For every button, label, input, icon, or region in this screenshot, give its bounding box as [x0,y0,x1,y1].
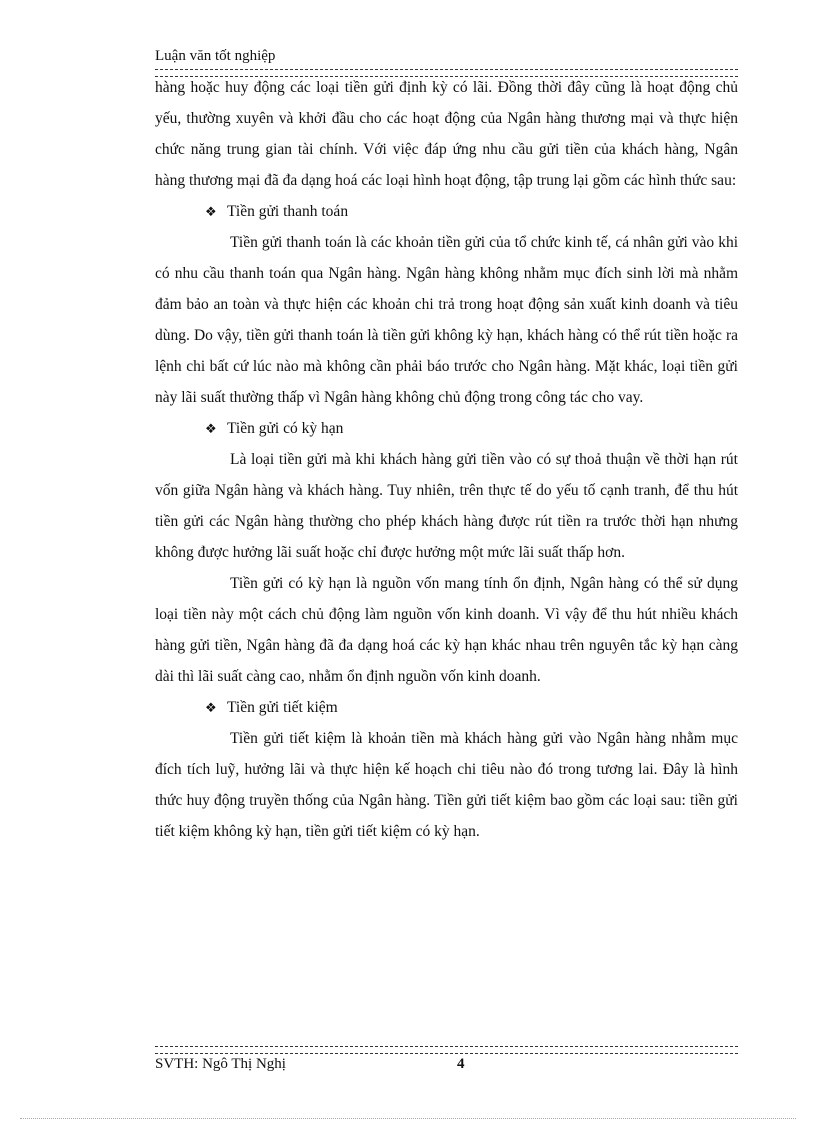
paragraph: Tiền gửi tiết kiệm là khoản tiền mà khách hàng gửi vào Ngân hàng nhằm mục đích tích luỹ, hưởng lãi và thực hiện kế hoạch chi tiêu nào đó trong tương lai. Đây là hình thức huy động truyền thống của Ngân hàng. Tiền gửi tiết kiệm bao gồm các loại sau: tiền gửi tiết kiệm không kỳ hạn, tiền gửi tiết kiệm có kỳ hạn. [155,730,738,840]
diamond-bullet-icon: ❖ [205,421,217,436]
paragraph: Là loại tiền gửi mà khi khách hàng gửi tiền vào có sự thoả thuận về thời hạn rút vốn giữa Ngân hàng và khách hàng. Tuy nhiên, trên thực tế do yếu tố cạnh tranh, để thu hút tiền gửi các Ngân hàng thường cho phép khách hàng được rút tiền ra trước thời hạn nhưng không được hưởng lãi suất hoặc chỉ được hưởng một mức lãi suất thấp hơn. [155,451,738,561]
paragraph: Tiền gửi thanh toán là các khoản tiền gửi của tổ chức kinh tế, cá nhân gửi vào khi có nhu cầu thanh toán qua Ngân hàng. Ngân hàng không nhằm mục đích sinh lời mà nhằm đảm bảo an toàn và thực hiện các khoản chi trả trong hoạt động sản xuất kinh doanh và tiêu dùng. Do vậy, tiền gửi thanh toán là tiền gửi không kỳ hạn, khách hàng có thể rút tiền hoặc ra lệnh chi bất cứ lúc nào mà không cần phải báo trước cho Ngân hàng. Mặt khác, loại tiền gửi này lãi suất thường thấp vì Ngân hàng không chủ động trong công tác cho vay. [155,234,738,406]
heading-text: Tiền gửi tiết kiệm [227,699,338,716]
heading-text: Tiền gửi thanh toán [227,203,349,220]
page-number: 4 [457,1056,465,1072]
document-body [155,72,738,847]
section-heading-payment-deposit [155,196,738,227]
diamond-bullet-icon: ❖ [205,700,217,715]
running-header: Luận văn tốt nghiệp [155,48,276,64]
paragraph: Tiền gửi có kỳ hạn là nguồn vốn mang tính ổn định, Ngân hàng có thể sử dụng loại tiền này một cách chủ động làm nguồn vốn kinh doanh. Vì vậy để thu hút nhiều khách hàng gửi tiền, Ngân hàng đã đa dạng hoá các kỳ hạn khác nhau trên nguyên tắc kỳ hạn càng dài thì lãi suất càng cao, nhằm ổn định nguồn vốn kinh doanh. [155,575,738,685]
footer-divider [155,1046,738,1054]
diamond-bullet-icon: ❖ [205,204,217,219]
section-heading-savings-deposit [155,692,738,723]
heading-text: Tiền gửi có kỳ hạn [227,420,344,437]
footer-student-name: SVTH: Ngô Thị Nghị [155,1056,286,1072]
page-boundary [20,1118,796,1119]
section-heading-term-deposit [155,413,738,444]
paragraph: hàng hoặc huy động các loại tiền gửi định kỳ có lãi. Đồng thời đây cũng là hoạt động chủ yếu, thường xuyên và khởi đầu cho các hoạt động của Ngân hàng thương mại và thực hiện chức năng trung gian tài chính. Với việc đáp ứng nhu cầu gửi tiền của khách hàng, Ngân hàng thương mại đã đa dạng hoá các loại hình hoạt động, tập trung lại gồm các hình thức sau: [155,79,738,189]
